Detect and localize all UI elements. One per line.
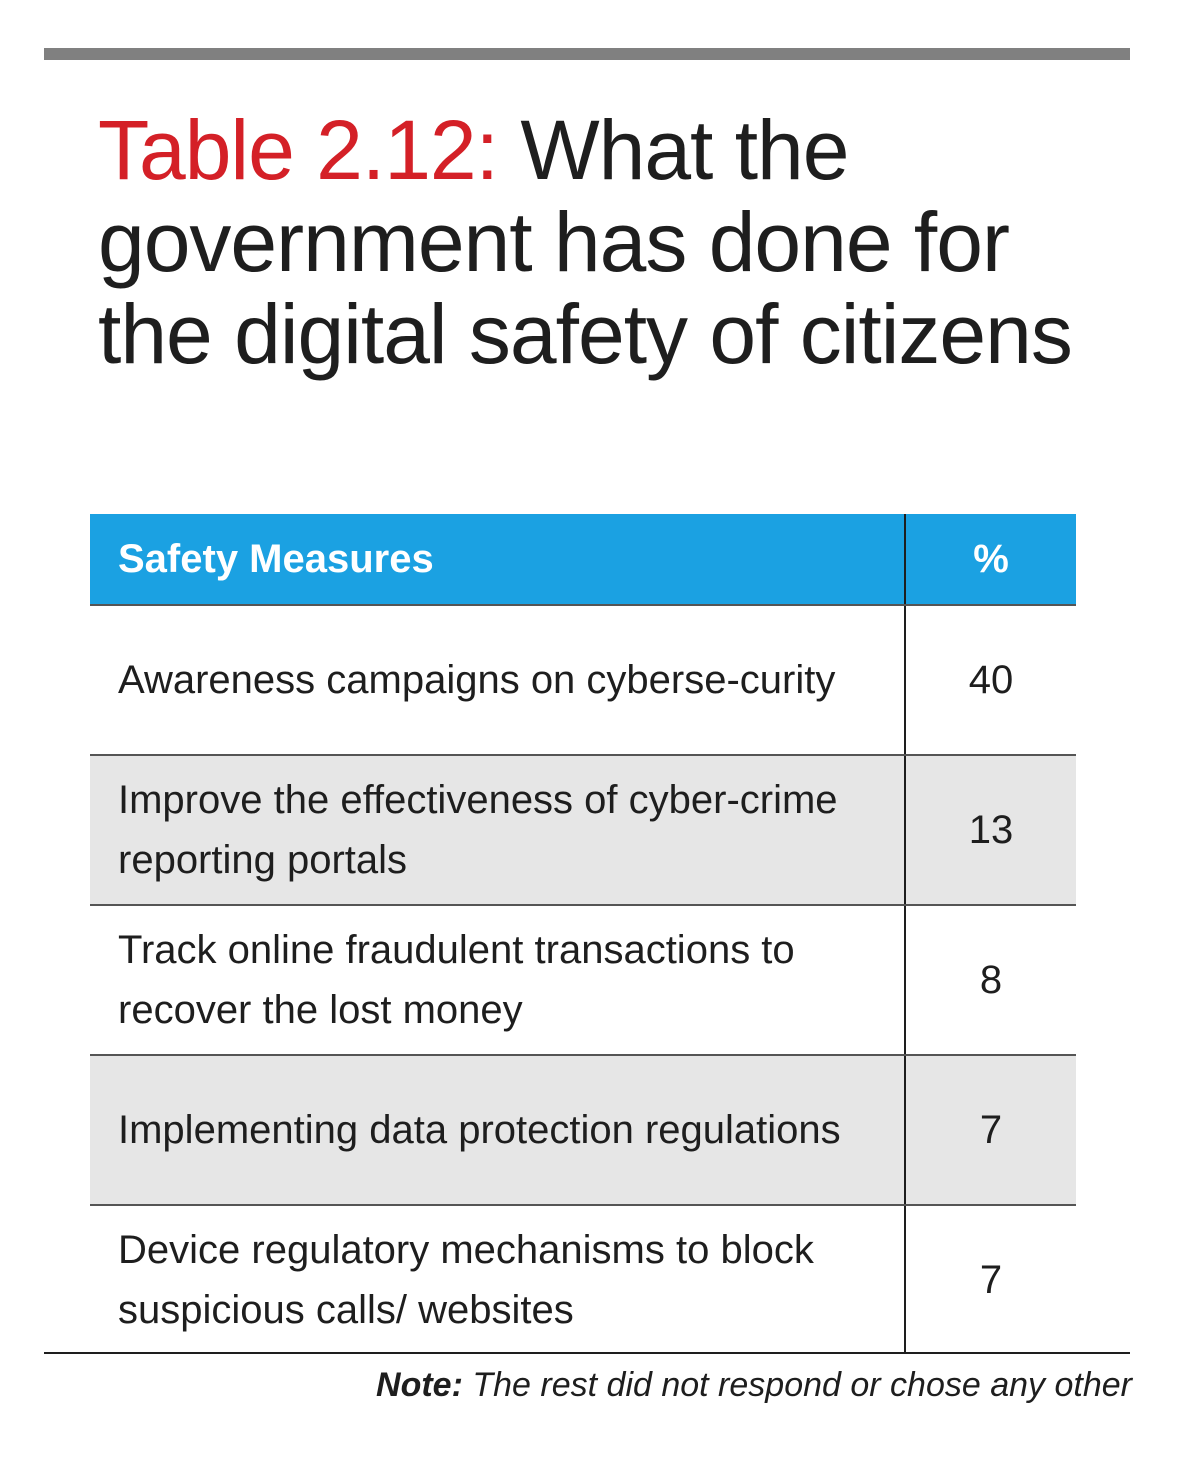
table-row <box>90 905 1076 1055</box>
row-measure: Improve the effectiveness of cyber-crime reporting portals <box>90 755 905 905</box>
top-rule <box>44 48 1130 60</box>
note-text: The rest did not respond or chose any other <box>472 1366 1132 1404</box>
row-value: 13 <box>905 755 1076 905</box>
row-value: 40 <box>905 605 1076 755</box>
table-row <box>90 755 1076 905</box>
title-text: What the government has done for the digital safety of citizens <box>98 103 1072 381</box>
table-row <box>90 1205 1076 1354</box>
bottom-rule <box>44 1352 1130 1354</box>
page-title <box>98 104 1098 380</box>
row-value: 8 <box>905 905 1076 1055</box>
row-value: 7 <box>905 1055 1076 1205</box>
table-note <box>376 1366 1132 1405</box>
row-measure: Implementing data protection regulations <box>90 1055 905 1205</box>
table-row <box>90 1055 1076 1205</box>
note-label: Note: <box>376 1366 463 1404</box>
row-value: 7 <box>979 1258 1003 1302</box>
column-header-measures: Safety Measures <box>90 514 905 605</box>
row-measure: Track online fraudulent transactions to recover the lost money <box>90 905 905 1055</box>
title-prefix: Table 2.12: <box>98 103 498 197</box>
row-measure: Awareness campaigns on cyberse-curity <box>90 605 905 755</box>
row-measure: Device regulatory mechanisms to block suspicious calls/ websites <box>90 1205 905 1354</box>
table-row <box>90 605 1076 755</box>
safety-measures-table <box>90 514 1076 1354</box>
table-header-row <box>90 514 1076 605</box>
column-header-percent: % <box>905 514 1076 605</box>
